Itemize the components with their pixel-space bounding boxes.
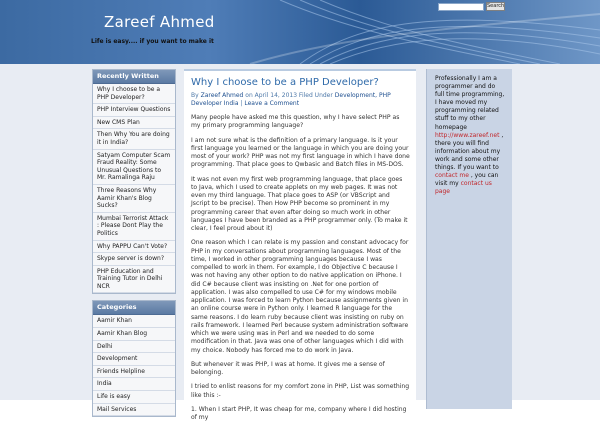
search-input[interactable] — [438, 3, 484, 11]
homepage-link[interactable]: http://www.zareef.net — [435, 131, 500, 139]
header-swirl-graphic — [0, 0, 600, 64]
category-link[interactable]: Aamir Khan — [93, 315, 175, 328]
meta-separator: | — [238, 100, 245, 107]
leave-comment-link[interactable]: Leave a Comment — [244, 100, 300, 107]
about-text: , there you will find information about my work and some other things. If you want to — [435, 131, 504, 172]
category-link[interactable]: India — [93, 378, 175, 391]
contact-us-page-link[interactable]: contact us page — [435, 180, 492, 196]
post-paragraph: One reason which I can relate is my passion and constant advocacy for PHP in my conversations about programming languages. Most of the time, I worked in other programming languages because I was compelled to work in them. For example, I do Objective C because I was not having any other option to do native application on iPhone. I did C# because client was insisting on .Net for one portion of application. I was also compelled to use C# for my windows mobile application. I was forced to learn Python because assignments given in an online course were in Python only. I learned R language for the same reasons. I do learn ruby because client was insisting on ruby on rails framework. I learned Perl because system administration software which we were using was in Perl and we needed to do some modification in that. Java was one of other languages which I did with my choice. Nobody has forced me to do work in Java. — [191, 239, 409, 354]
recent-post-link[interactable]: New CMS Plan — [93, 117, 175, 130]
category-link[interactable]: Delhi — [93, 341, 175, 354]
post-body — [191, 114, 410, 422]
category-link[interactable]: Life is easy — [93, 391, 175, 404]
left-sidebar — [92, 69, 176, 423]
category-link[interactable]: Development — [93, 353, 175, 366]
site-tagline: Life is easy.... if you want to make it — [91, 38, 214, 45]
header — [0, 0, 600, 64]
site-title[interactable]: Zareef Ahmed — [104, 13, 215, 31]
recent-post-link[interactable]: Satyam Computer Scam Fraud Reality: Some Unusual Questions to Mr. Ramalinga Raju — [93, 150, 175, 185]
recently-written-title: Recently Written — [93, 70, 175, 84]
categories-list — [93, 315, 175, 416]
post-paragraph: But whenever it was PHP, I was at home. It gives me a sense of belonging. — [191, 360, 385, 376]
recent-post-link[interactable]: Then Why You are doing it in India? — [93, 129, 175, 149]
search-button[interactable]: Search — [487, 3, 505, 9]
author-link[interactable]: Zareef Ahmed — [200, 92, 244, 99]
meta-by: By — [191, 92, 199, 99]
recent-post-link[interactable]: Why PAPPU Can't Vote? — [93, 241, 175, 254]
recent-post-link[interactable]: Skype server is down? — [93, 253, 175, 266]
post-paragraph: I am not sure what is the definition of a primary language. Is it your first language you learned or the language in which you are doing your most of your work? PHP was not my first language in which I have done programming. That place goes to Qwbasic and Batch files in MS-DOS. — [191, 136, 410, 169]
recent-post-link[interactable]: Why I choose to be a PHP Developer? — [93, 84, 175, 104]
post-content — [184, 69, 416, 421]
post-paragraph: Many people have asked me this question, why I have select PHP as my primary programming language? — [191, 114, 400, 130]
contact-me-link[interactable]: contact me — [435, 172, 469, 180]
main-wrapper — [0, 64, 600, 421]
recently-written-list — [93, 84, 175, 293]
category-link[interactable]: Mail Services — [93, 404, 175, 417]
recent-post-link[interactable]: PHP Interview Questions — [93, 104, 175, 117]
post-title[interactable]: Why I choose to be a PHP Developer? — [191, 77, 379, 88]
recent-post-link[interactable]: PHP Education and Training Tutor in Delhi NCR — [93, 266, 175, 294]
recently-written-widget — [92, 69, 176, 294]
recent-post-link[interactable]: Mumbai Terrorist Attack : Please Dont Play the Politics — [93, 213, 175, 241]
right-sidebar — [426, 69, 512, 409]
meta-date-filed: on April 14, 2013 Filed Under — [245, 92, 333, 99]
post-paragraph: It was not even my first web programming language, that place goes to Java, which I used to create applets on my web pages. It was not even my third language. That place goes to ASP (or VBScript and Jscript to be precise). Then How PHP become so prominent in my programming career that even after doing so much work in other languages I have been branded as a PHP programmer only. (To make it clear, I feel proud about it) — [191, 175, 408, 232]
about-text: Professionally I am a programmer and do full time programming, I have moved my programming related stuff to my other homepage — [435, 75, 505, 131]
category-link[interactable]: Aamir Khan Blog — [93, 328, 175, 341]
category-link[interactable]: Friends Helpline — [93, 366, 175, 379]
about-text: , you can visit my — [435, 172, 499, 188]
post-paragraph: I tried to enlist reasons for my comfort zone in PHP, List was something like this :- — [191, 383, 410, 399]
post-meta — [191, 92, 410, 108]
about-widget — [435, 75, 506, 196]
post-categories-link[interactable]: Development, PHP Developer India — [191, 92, 391, 107]
categories-title: Categories — [93, 301, 175, 315]
recent-post-link[interactable]: Three Reasons Why Aamir Khan's Blog Sucks? — [93, 185, 175, 213]
post-paragraph: 1. When I start PHP, It was cheap for me, company where I did hosting of my — [191, 405, 407, 421]
categories-widget — [92, 300, 176, 417]
